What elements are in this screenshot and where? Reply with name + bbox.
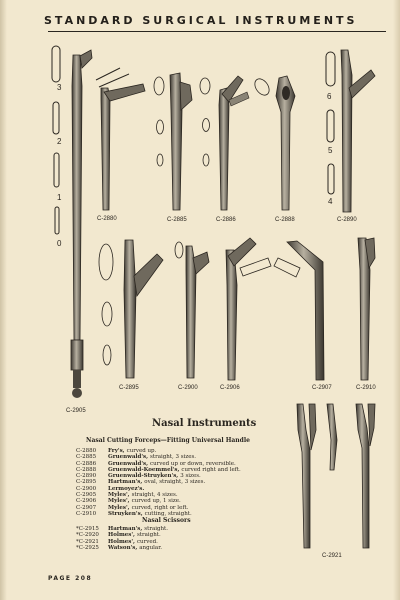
figure-caption: C-2888: [275, 217, 295, 223]
scale-number: 6: [327, 92, 332, 101]
figure-caption: C-2907: [312, 385, 332, 391]
item-desc: oval, straight, 3 sizes.: [144, 479, 206, 486]
item-desc: angular.: [139, 544, 162, 551]
forceps-list: [76, 448, 241, 517]
item-name: Myles',: [108, 492, 130, 499]
item-name: Myles',: [108, 498, 130, 505]
item-code: *C-2915: [76, 526, 99, 532]
instrument-long-handle: [71, 50, 92, 398]
figure-caption: C-2921: [322, 553, 342, 559]
scale-number: 0: [57, 239, 62, 248]
instrument-c-2880: [96, 68, 145, 210]
item-name: Watson's,: [108, 544, 138, 551]
figure-caption: C-2890: [337, 217, 357, 223]
instrument-c-2890: [341, 50, 375, 212]
instrument-c-2910: [358, 238, 375, 380]
list-item: [76, 545, 168, 551]
scale-number: 4: [328, 197, 333, 206]
item-name: Holmes',: [108, 538, 135, 545]
instrument-scissors-c-2921: [297, 404, 375, 548]
item-name: Gruenwald-Koemmel's,: [108, 466, 180, 473]
item-name: Holmes',: [108, 532, 135, 539]
scissors-heading: Nasal Scissors: [142, 517, 191, 524]
item-code: C-2895: [76, 479, 97, 486]
figure-caption: C-2880: [97, 216, 117, 222]
running-head: STANDARD SURGICAL INSTRUMENTS: [44, 14, 358, 27]
item-code: *C-2921: [76, 538, 99, 545]
instrument-c-2906: [226, 238, 271, 380]
scale-number: 2: [57, 137, 62, 146]
item-code: C-2886: [76, 460, 97, 467]
instrument-c-2885: [154, 73, 192, 210]
item-code: C-2907: [76, 504, 97, 511]
item-name: Hartman's,: [108, 526, 143, 532]
item-name: Fry's,: [108, 448, 125, 454]
instrument-c-2895: [99, 240, 163, 378]
instrument-c-2886: [200, 76, 249, 210]
item-desc: straight, 4 sizes.: [131, 492, 178, 499]
figure-caption: C-2900: [178, 385, 198, 391]
item-name: Hartman's,: [108, 479, 143, 486]
scissors-list: [76, 526, 168, 551]
item-code: *C-2920: [76, 532, 99, 539]
item-desc: straight.: [144, 526, 169, 532]
item-code: *C-2925: [76, 544, 99, 551]
figure-caption: C-2885: [167, 217, 187, 223]
item-code: C-2906: [76, 498, 97, 505]
item-desc: curved right and left.: [181, 466, 241, 473]
item-desc: straight, 3 sizes.: [150, 454, 197, 461]
item-desc: 3 sizes.: [180, 473, 201, 480]
item-name: Gruenwald-Struyken's,: [108, 473, 179, 480]
item-desc: straight.: [136, 532, 161, 539]
instrument-c-2888: [252, 76, 295, 210]
figure-caption: C-2910: [356, 385, 376, 391]
item-code: C-2888: [76, 466, 97, 473]
item-desc: curved up or down, reversible.: [150, 460, 236, 467]
instrument-c-2900: [175, 242, 209, 378]
scale-number: 5: [328, 146, 333, 155]
item-name: Lermoyez's.: [108, 485, 145, 492]
instrument-c-2907: [274, 241, 324, 380]
item-code: C-2900: [76, 485, 97, 492]
item-name: Myles',: [108, 504, 130, 511]
item-desc: cutting, straight.: [144, 510, 192, 517]
forceps-heading: Nasal Cutting Forceps—Fitting Universal Handle: [86, 437, 250, 444]
item-name: Gruenwald's,: [108, 460, 149, 467]
size-scale-right: [326, 52, 335, 194]
item-code: C-2910: [76, 510, 97, 517]
item-name: Gruenwald's,: [108, 454, 149, 461]
item-desc: curved up, 1 size.: [131, 498, 181, 505]
item-code: C-2880: [76, 448, 97, 454]
scale-number: 3: [57, 83, 62, 92]
page-number: PAGE 208: [48, 575, 93, 582]
item-code: C-2905: [76, 492, 97, 499]
item-desc: curved, right or left.: [131, 504, 189, 511]
figure-caption: C-2905: [66, 408, 86, 414]
item-desc: curved up.: [126, 448, 157, 454]
item-code: C-2890: [76, 473, 97, 480]
figure-caption: C-2895: [119, 385, 139, 391]
scale-number: 1: [57, 193, 62, 202]
figure-caption: C-2886: [216, 217, 236, 223]
item-desc: curved.: [136, 538, 158, 545]
item-code: C-2885: [76, 454, 97, 461]
item-name: Struyken's,: [108, 510, 143, 517]
section-title: Nasal Instruments: [152, 418, 257, 429]
figure-caption: C-2906: [220, 385, 240, 391]
